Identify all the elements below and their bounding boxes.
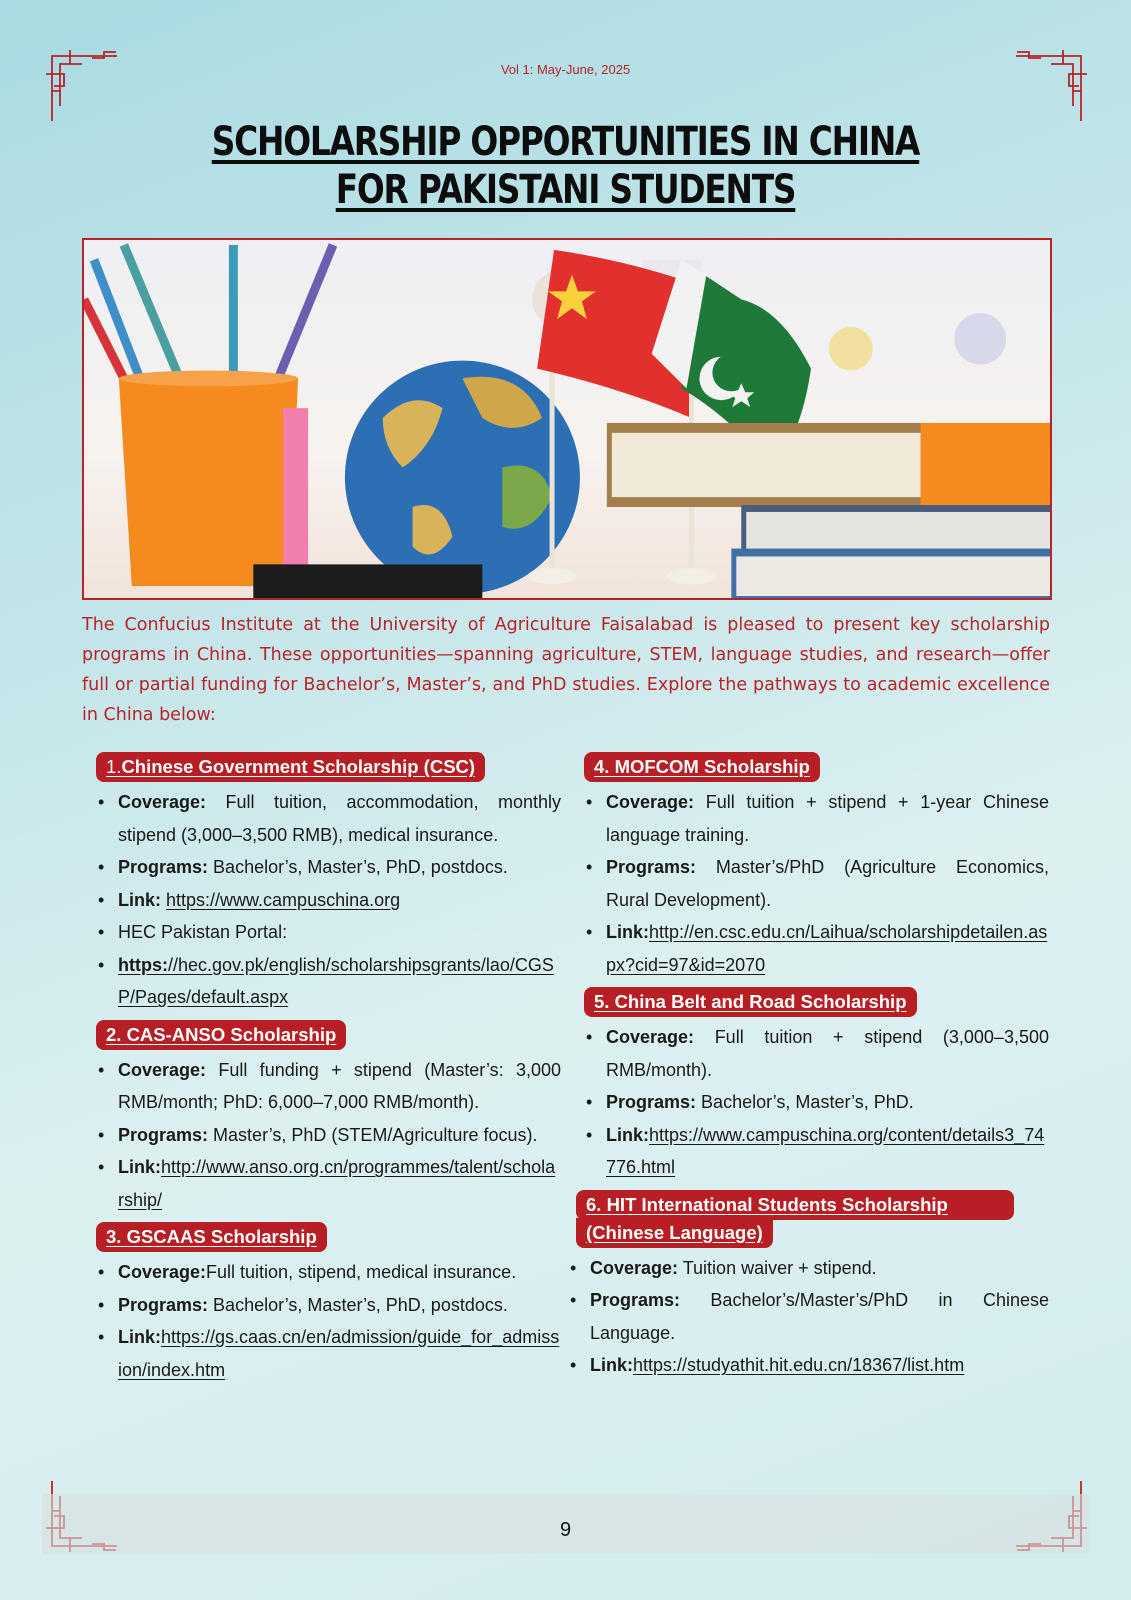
link-label: Link:	[606, 922, 649, 942]
list-item	[584, 851, 1049, 916]
hit-link[interactable]: https://studyathit.hit.edu.cn/18367/list.htm	[633, 1355, 965, 1375]
coverage-label: Coverage:	[590, 1257, 679, 1278]
list-item	[96, 916, 561, 949]
list-item	[96, 884, 561, 917]
coverage-text: Full funding + stipend (Master’s: 3,000 RMB/month; PhD: 6,000–7,000 RMB/month).	[118, 1059, 561, 1112]
list-item	[96, 851, 561, 884]
coverage-text: Tuition waiver + stipend.	[682, 1257, 877, 1278]
mofcom-link[interactable]: http://en.csc.edu.cn/Laihua/scholarshipdetailen.aspx?cid=97&id=2070	[606, 922, 1048, 975]
coverage-text: Full tuition, accommodation, monthly stipend (3,000–3,500 RMB), medical insurance.	[118, 792, 561, 845]
section-mofcom	[584, 752, 1049, 981]
hec-portal-label: HEC Pakistan Portal:	[118, 922, 288, 942]
section-title-gscaas: 3. GSCAAS Scholarship	[96, 1222, 327, 1252]
section-title-hit-line-1: 6. HIT International Students Scholarship	[586, 1193, 948, 1215]
section-hit	[568, 1190, 1049, 1382]
programs-label: Programs:	[606, 857, 697, 877]
list-item	[96, 949, 561, 1014]
section-belt-road	[584, 987, 1049, 1184]
right-column	[584, 752, 1049, 1388]
link-label: Link:	[606, 1124, 649, 1145]
list-item	[96, 1256, 561, 1289]
programs-text: Master’s/PhD (Agriculture Economics, Rural Development).	[606, 857, 1049, 910]
list-item	[584, 1021, 1049, 1086]
programs-label: Programs:	[118, 857, 209, 877]
belt-link[interactable]: https://www.campuschina.org/content/details3_74776.html	[606, 1124, 1045, 1177]
left-column	[96, 752, 561, 1392]
corner-ornament-top-left	[42, 46, 122, 126]
programs-text: Master’s, PhD (STEM/Agriculture focus).	[213, 1124, 538, 1145]
link-label: Link:	[118, 889, 161, 910]
corner-ornament-top-right	[1011, 46, 1091, 126]
belt-list	[584, 1021, 1049, 1184]
anso-list	[96, 1054, 561, 1217]
list-item	[96, 1151, 561, 1216]
coverage-text: Full tuition, stipend, medical insurance.	[206, 1262, 517, 1282]
list-item	[584, 1086, 1049, 1119]
mofcom-list	[584, 786, 1049, 981]
section-title-belt-road: 5. China Belt and Road Scholarship	[584, 987, 917, 1017]
gscaas-list	[96, 1256, 561, 1386]
list-item	[584, 786, 1049, 851]
list-item	[568, 1284, 1049, 1349]
section-csc	[96, 752, 561, 1014]
coverage-label: Coverage:	[118, 792, 207, 812]
csc-link[interactable]: https://www.campuschina.org	[166, 889, 401, 910]
intro-paragraph: The Confucius Institute at the University of Agriculture Faisalabad is pleased to present key scholarship programs in China. These opportunities—spanning agriculture, STEM, language studies, and research—offer full or partial funding for Bachelor’s, Master’s, and PhD studies. Explore the pathways to academic excellence in China below:	[82, 615, 1050, 725]
section-gscaas	[96, 1222, 561, 1386]
programs-text: Bachelor’s, Master’s, PhD, postdocs.	[213, 1294, 508, 1315]
list-item	[584, 1119, 1049, 1184]
section-title-csc-text: Chinese Government Scholarship (CSC)	[121, 756, 476, 777]
hit-list	[568, 1252, 1049, 1382]
page-title	[102, 118, 1029, 214]
coverage-label: Coverage:	[606, 792, 695, 812]
programs-text: Bachelor’s/Master’s/PhD in Chinese Language.	[590, 1290, 1049, 1343]
coverage-text: Full tuition + stipend + 1-year Chinese language training.	[606, 792, 1049, 845]
list-item	[568, 1252, 1049, 1285]
programs-text: Bachelor’s, Master’s, PhD.	[701, 1092, 914, 1112]
programs-label: Programs:	[118, 1124, 209, 1145]
hec-link-path: //hec.gov.pk/english/scholarshipsgrants/lao/CGSP/Pages/default.aspx	[118, 954, 554, 1007]
section-title-csc	[96, 752, 485, 782]
list-item	[568, 1349, 1049, 1382]
page-number: 9	[559, 1519, 572, 1541]
list-item	[96, 1119, 561, 1152]
list-item	[96, 1321, 561, 1386]
page-title-line-1: SCHOLARSHIP OPPORTUNITIES IN CHINA	[211, 119, 920, 165]
section-anso	[96, 1020, 561, 1217]
volume-label: Vol 1: May-June, 2025	[500, 62, 631, 77]
hec-portal-link[interactable]	[118, 955, 554, 1008]
section-number-csc: 1.	[106, 756, 122, 777]
section-title-mofcom: 4. MOFCOM Scholarship	[584, 752, 820, 782]
anso-link[interactable]: http://www.anso.org.cn/programmes/talent/scholarship/	[118, 1157, 556, 1210]
page-title-line-2: FOR PAKISTANI STUDENTS	[335, 167, 796, 213]
coverage-label: Coverage:	[606, 1027, 695, 1047]
coverage-label: Coverage:	[118, 1059, 207, 1080]
gscaas-link[interactable]: https://gs.caas.cn/en/admission/guide_for_admission/index.htm	[118, 1327, 560, 1380]
list-item	[96, 1054, 561, 1119]
hero-image	[82, 238, 1052, 600]
list-item	[96, 786, 561, 851]
programs-text: Bachelor’s, Master’s, PhD, postdocs.	[213, 857, 508, 877]
programs-label: Programs:	[606, 1092, 697, 1112]
section-title-hit-line-2: (Chinese Language)	[576, 1218, 773, 1248]
link-label: Link:	[590, 1355, 633, 1375]
list-item	[96, 1289, 561, 1322]
link-label: Link:	[118, 1157, 161, 1177]
programs-label: Programs:	[118, 1294, 209, 1315]
coverage-label: Coverage:	[118, 1262, 207, 1282]
programs-label: Programs:	[590, 1290, 681, 1310]
hec-link-scheme: https:	[118, 954, 168, 975]
list-item	[584, 916, 1049, 981]
coverage-text: Full tuition + stipend (3,000–3,500 RMB/month).	[606, 1027, 1049, 1080]
section-title-anso: 2. CAS-ANSO Scholarship	[96, 1020, 346, 1050]
section-title-hit	[576, 1190, 1014, 1220]
link-label: Link:	[118, 1327, 161, 1347]
csc-list	[96, 786, 561, 1014]
